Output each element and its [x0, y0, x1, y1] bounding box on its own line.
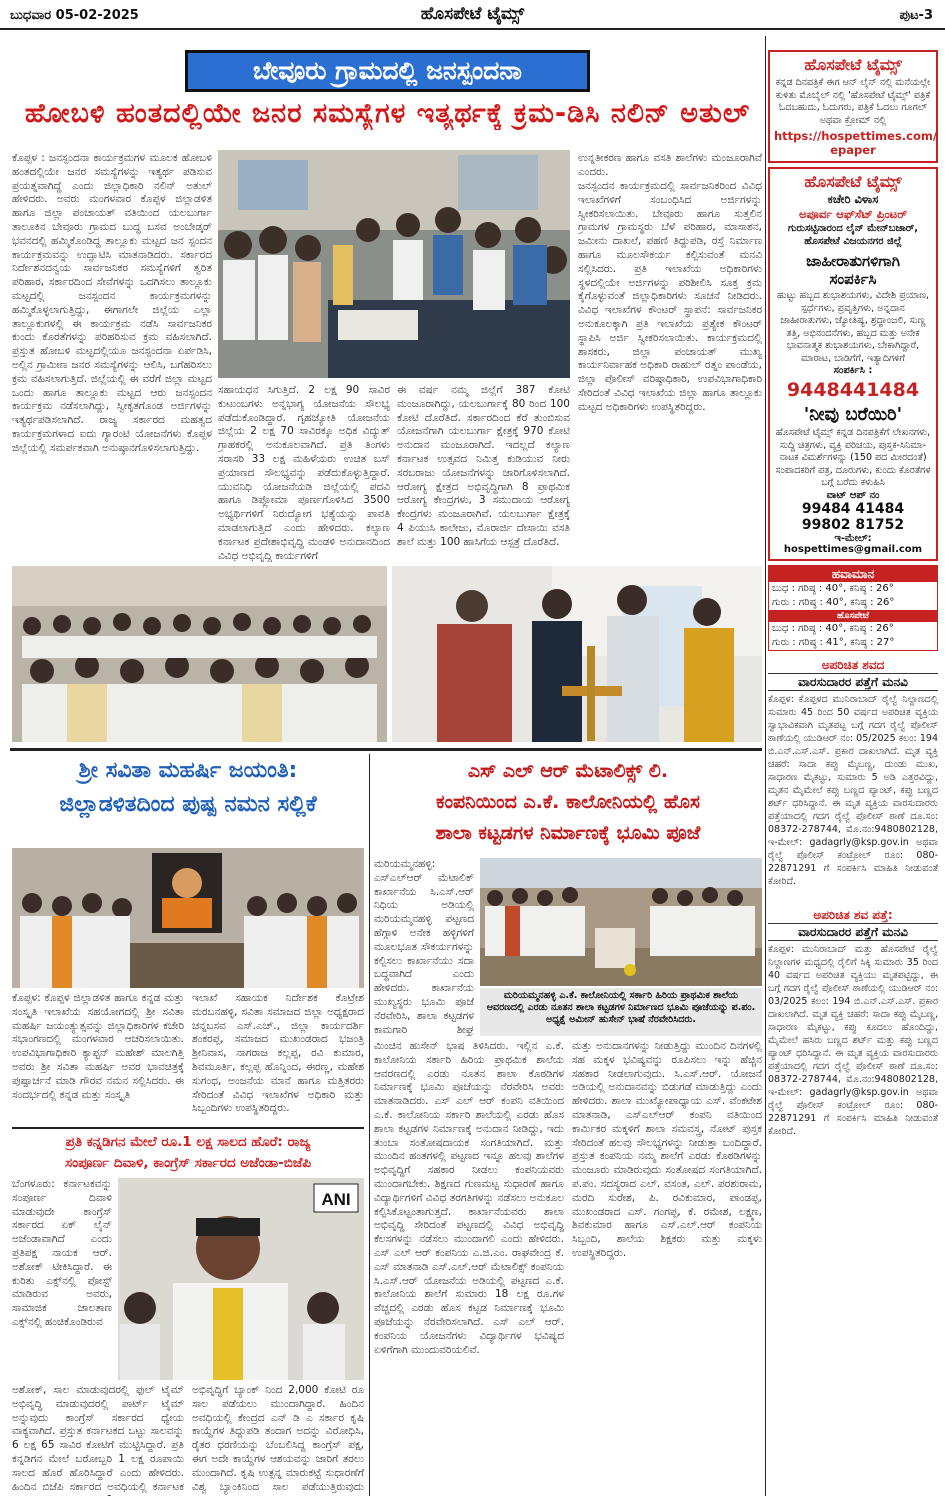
lead-column-1: ಕೊಪ್ಪಳ : ಜನಸ್ಪಂದನಾ ಕಾರ್ಯಕ್ರಮಗಳ ಮೂಲಕ ಹೋಬಳಿ ಹಂತದಲ್ಲಿಯೇ ಜನರ ಸಮಸ್ಯೆಗಳನ್ನು ಇತ್ಯರ್ಥ ಪಡಿಸುವ ಪ್ರಯತ್ನವಾಗಿದ್ದೆ ಎಂದು ಜಿಲ್ಲಾಧಿಕಾರಿ ನಲಿನ್ ಅತುಲ್ ಹೇಳಿದರು. ಅವರು ಮಂಗಳವಾರ ಕೊಪ್ಪಳ ಜಿಲ್ಲಾಡಳಿತ ಹಾಗೂ ಜಿಲ್ಲಾ ಪಂಚಾಯತ್ ವತಿಯಿಂದ ಯಲಬುರ್ಗಾ ತಾಲೂಕಿನ ಬೇವೂರು ಗ್ರಾಮದ ಬುದ್ಧ ಬಸವ ಅಂಬೇಡ್ಕರ್ ಭವನದಲ್ಲಿ ಹಮ್ಮಿಕೊಂಡಿದ್ದ ತಾಲ್ಲೂಕು ಮಟ್ಟದ ಜನ ಸ್ಪಂದನ ಕಾರ್ಯಕ್ರಮವನ್ನು ಉದ್ಘಾಟಿಸಿ ಮಾತನಾಡಿದರು. ಸರ್ಕಾರದ ನಿರ್ದೇಶನದನ್ವಯ ಸಾರ್ವಜನಿಕರ ಸಮಸ್ಯೆಗಳಿಗೆ ತ್ವರಿತ ಪರಿಹಾರ, ಸರ್ಕಾರದಿಂದ ಸೇವೆಗಳನ್ನು ಒದಗಿಸಲು ತಾಲ್ಲೂಕು ಮಟ್ಟದಲ್ಲಿ ಜನಸ್ಪಂದನ ಕಾರ್ಯಕ್ರಮಗಳನ್ನು ಹಮ್ಮಿಕೊಳ್ಳಲಾಗುತ್ತಿದ್ದು, ಈಗಾಗಲೇ ಜಿಲ್ಲೆಯ ಎಲ್ಲಾ ತಾಲ್ಲೂಕುಗಳಲ್ಲಿ ಈ ಕಾರ್ಯಕ್ರಮ ನಡೆಸಿ ಸಾರ್ವಜನಿಕರ ಕುಂದು ಕೊರತೆಗಳನ್ನು ಪರಿಹರಿಸುವ ಕ್ರಮ ವಹಿಸಲಾಗಿದೆ. ಪ್ರಸ್ತುತ ಹೋಬಳಿ ಮಟ್ಟದಲ್ಲಿಯೂ ಜನಸ್ಪಂದನಾ ಏರ್ಪಡಿಸಿ, ಅಲ್ಲಿನ ಗ್ರಾಮೀಣ ಜನರ ಸಮಸ್ಯೆಗಳನ್ನು ಆಲಿಸಿ, ಬಗೆಹರಿಸಲು ಕ್ರಮ ವಹಿಸಲಾಗುತ್ತಿದೆ. ಜಿಲ್ಲೆಯಲ್ಲಿ ಈ ವರೆಗೆ ಜಿಲ್ಲಾ ಮಟ್ಟದ ಒಂದು ಹಾಗೂ ತಾಲ್ಲೂಕು ಮಟ್ಟದ ಆರು ಜನಸ್ಪಂದನ ಕಾರ್ಯಕ್ರಮ ನಡೆಸಲಾಗಿದ್ದು, ಸ್ವೀಕೃತಗೊಂಡ ಅರ್ಜಿಗಳನ್ನು ಇತ್ಯರ್ಥಪಡಿಸಲಾಗಿದೆ. ರಾಜ್ಯ ಸರ್ಕಾರದ ಮಹತ್ವದ ಕಾರ್ಯಕ್ರಮಗಳಾದ ಐದು ಗ್ಯಾರಂಟಿ ಯೋಜನೆಗಳು ಕೊಪ್ಪಳ ಜಿಲ್ಲೆಯಲ್ಲಿ ಸಮರ್ಪಕವಾಗಿ ಅನುಷ್ಠಾನಗೊಳಿಸಲಾಗುತ್ತಿದ್ದು.: [12, 152, 212, 454]
savita-photo: [12, 848, 364, 988]
issue-date: ಬುಧವಾರ 05-02-2025: [10, 8, 139, 23]
slr-column-2: ಮತ್ತು ಅನುದಾನಗಳನ್ನು ನೀಡುತ್ತಿದ್ದು ಮುಂದಿನ ದಿನಗಳಲ್ಲಿ ಸಹ ಮಕ್ಕಳ ಭವಿಷ್ಯವನ್ನು ರೂಪಿಸಲು ಇನ್ನು ಹೆಚ್ಚಿನ ಸಹಕಾರ ನೀಡಲಾಗುವುದು. ಸಿ.ಎಸ್.ಆರ್. ಯೋಜನೆ ಅಡಿಯಲ್ಲಿ ಅನುದಾನವನ್ನು ಬಿಡುಗಡೆ ಮಾಡುತ್ತಿದ್ದು ಎಂದು ಹೇಳಿದರು. ಶಾಲಾ ಮುಖ್ಯೋಪಾಧ್ಯಾಯ ಎಸ್. ವೆಂಕಟೇಶ ಮಾತನಾಡಿ, ಎಸ್ಎಲ್ಆರ್ ಕಂಪನಿ ವತಿಯಿಂದ ಕಾರ್ಮಿಕರ ಮಕ್ಕಳಿಗೆ ಶಾಲಾ ಸಮವಸ್ತ್ರ, ನೋಟ್ ಪುಸ್ತಕ ಸೇರಿದಂತೆ ಹಲವು ಸೌಲಭ್ಯಗಳನ್ನು ನೀಡುತ್ತಾ ಬಂದಿದ್ದಾರೆ. ಪ್ರಸ್ತುತ ಕಂಪನಿಯ ನಮ್ಮ ಶಾಲೆಗೆ ಎರಡು ಕೊಠಡಿಗಳನ್ನು ಮಂಜೂರು ಮಾಡಿರುವುದು ಸಂತೋಷದ ಸಂಗತಿಯಾಗಿದೆ. ಪ.ಪಂ. ಸದಸ್ಯರಾದ ಎಲ್. ವಸಂತ, ಎಲ್. ಪರಶುರಾಮ, ಮರದಿ ಸುರೇಶ, ಪಿ. ರವಿಕುಮಾರ, ಪಾಂಡಪ್ಪ, ಮುಖಂಡರಾದ ಎಸ್. ಗಂಗಪ್ಪ, ಕೆ. ರಮೇಶ, ಲಕ್ಷ್ಮಣ, ಶಿವಕುಮಾರ ಹಾಗೂ ಎಸ್.ಎಲ್.ಆರ್ ಕಂಪನಿಯ ಸಿಬ್ಬಂದಿ, ಶಾಲೆಯ ಶಿಕ್ಷಕರು ಮತ್ತು ಮಕ್ಕಳು ಉಪಸ್ಥಿತರಿದ್ದರು.: [572, 1040, 762, 1259]
bjp-divider: [12, 1127, 364, 1129]
lead-photo-lamp-lighting: [392, 566, 762, 742]
slr-photo-bhoomi-pooja: [480, 858, 762, 986]
savita-column-2: ಇಲಾಖೆ ಸಹಾಯಕ ನಿರ್ದೇಶಕ ಕೊಟ್ರೇಶ ಮರಬನಹಳ್ಳಿ, ಸವಿತಾ ಸಮಾಜದ ಜಿಲ್ಲಾ ಅಧ್ಯಕ್ಷರಾದ ಚನ್ನಬಸವ ಎಸ್.ಎಚ್., ಜಿಲ್ಲಾ ಕಾರ್ಯದರ್ಶಿ ಶಂಕರಪ್ಪ, ಸಮಾಜದ ಮುಖಂಡರಾದ ಭಜಂತ್ರಿ ಶ್ರೀನಿವಾಸ, ನಾಗರಾಜ ಕಲ್ಲಪ್ಪ, ರವಿ ಕುಮಾರ, ಶಿವಮೂರ್ತಿ, ಕಲ್ಲಪ್ಪ ಹೊನ್ನಿಂದ, ಈರಣ್ಣ, ಮಹೇಶ ಸುಗಂಧ, ಅಂಜನೆಯ ಮಾನೆ ಹಾಗೂ ಮತ್ತಿತರರು ಸೇರಿದಂತೆ ವಿವಿಧ ಇಲಾಖೆಗಳ ಅಧಿಕಾರಿ ಮತ್ತು ಸಿಬ್ಬಂದಿಗಳು ಉಪಸ್ಥಿತರಿದ್ದರು.: [192, 992, 364, 1115]
lead-photo-audience: [12, 566, 387, 742]
bjp-column-1: ಅಶೋಕ್, ಸಾಲ ಮಾಡುವುದರಲ್ಲಿ ಫುಲ್ ಟೈಮ್ ಅಭಿವೃದ್ಧಿ ಮಾಡುವುದರಲ್ಲಿ ಪಾರ್ಟ್ ಟೈಮ್ ಅನ್ನುವುದು ಕಾಂಗ್ರೆಸ್ ಸರ್ಕಾರದ ಧ್ಯೇಯ ವಾಕ್ಯವಾಗಿದೆ. ಪ್ರಸ್ತುತ ಕರ್ನಾಟಕದ ಒಟ್ಟು ಸಾಲವನ್ನು 6 ಲಕ್ಷ 65 ಸಾವಿರ ಕೋಟಿಗೆ ಮುಟ್ಟಿಸಿದ್ದಾರೆ. ಪ್ರತಿ ಕನ್ನಡಿಗನ ಮೇಲೆ ಬರೋಬ್ಬರಿ 1 ಲಕ್ಷ ರೂಪಾಯಿ ಸಾಲದ ಹೊರೆ ಹೊರಿಸಿದ್ದಾರೆ ಎಂದು ಹೇಳಿದರು. ಹಿಂದಿನ ಬಿಜೆಪಿ ಸರ್ಕಾರದ ಅವಧಿಯಲ್ಲಿ ಕರ್ನಾಟಕ: [12, 1384, 184, 1493]
whatsapp-phone-2[interactable]: 99802 81752: [801, 516, 905, 533]
savita-headline: [12, 756, 364, 820]
weather-row-1: ಬುಧ : ಗರಿಷ್ಠ : 40°, ಕನಿಷ್ಠ : 26°: [772, 582, 894, 594]
lead-column-4: ಜನಸ್ಪಂದನ ಕಾರ್ಯಕ್ರಮದಲ್ಲಿ ಸಾರ್ವಜನಿಕರಿಂದ ವಿವಿಧ ಇಲಾಖೆಗಳಿಗೆ ಸಂಬಂಧಿಸಿದ ಅರ್ಜಿಗಳನ್ನು ಸ್ವೀಕರಿಸಲಾಯಿತು. ಬೇವೂರು ಹಾಗೂ ಸುತ್ತಲಿನ ಗ್ರಾಮಗಳ ಗ್ರಾಮಸ್ಥರು ಬೆಳೆ ಪರಿಹಾರ, ಮಾಸಾಶನ, ಜಮೀನು ದಾಖಲೆ, ಪಹಣಿ ತಿದ್ದುಪಡಿ, ರಸ್ತೆ ನಿರ್ಮಾಣ ಹಾಗೂ ಮೂಲಸೌಕರ್ಯ ಕಲ್ಪಿಸುವಂತೆ ಮನವಿ ಸಲ್ಲಿಸಿದರು. ಪ್ರತಿ ಇಲಾಖೆಯ ಅಧಿಕಾರಿಗಳು ಸ್ಥಳದಲ್ಲಿಯೇ ಅರ್ಜಿಗಳನ್ನು ಪರಿಶೀಲಿಸಿ ಸೂಕ್ತ ಕ್ರಮ ಕೈಗೊಳ್ಳುವಂತೆ ಜಿಲ್ಲಾಧಿಕಾರಿಗಳು ಸೂಚನೆ ನೀಡಿದರು. ವಿವಿಧ ಇಲಾಖೆಗಳ ಕೌಂಟರ್ ಸ್ಥಾಪನೆ: ಸಾರ್ವಜನಿಕರ ಅನುಕೂಲಕ್ಕಾಗಿ ಪ್ರತಿ ಇಲಾಖೆಯ ಪ್ರತ್ಯೇಕ ಕೌಂಟರ್ ಸ್ಥಾಪಿಸಿ ಅರ್ಜಿ ಸ್ವೀಕರಿಸಲಾಯಿತು. ಕಾರ್ಯಕ್ರಮದಲ್ಲಿ ಶಾಸಕರು, ಜಿಲ್ಲಾ ಪಂಚಾಯತ್ ಮುಖ್ಯ ಕಾರ್ಯನಿರ್ವಾಹಕ ಅಧಿಕಾರಿ ರಾಹುಲ್ ರತ್ನಂ ಪಾಂಡೆಯ, ಜಿಲ್ಲಾ ಪೊಲೀಸ್ ವರಿಷ್ಠಾಧಿಕಾರಿ, ಉಪವಿಭಾಗಾಧಿಕಾರಿ ಸೇರಿದಂತೆ ವಿವಿಧ ಇಲಾಖೆಯ ಜಿಲ್ಲಾ ಹಾಗೂ ತಾಲ್ಲೂಕು ಮಟ್ಟದ ಅಧಿಕಾರಿಗಳು ಉಪಸ್ಥಿತರಿದ್ದರು.: [578, 180, 762, 413]
epaper-box: [768, 50, 938, 163]
ads-contact: ಸಂಪರ್ಕಿಸಿ: [829, 270, 877, 288]
bjp-photo-ashok: [118, 1178, 364, 1380]
notice-2-title-2: ವಾರಸುದಾರರ ಪತ್ತೆಗೆ ಮನವಿ: [768, 923, 938, 941]
ads-contact-2: ಸಂಪರ್ಕಿಸಿ :: [833, 365, 873, 376]
slr-photo-caption: ಮರಿಯಮ್ಮನಹಳ್ಳಿ ಎ.ಕೆ. ಕಾಲೋನಿಯಲ್ಲಿ ಸರ್ಕಾರಿ ಹಿರಿಯ ಪ್ರಾಥಮಿಕ ಶಾಲೆಯ ಆವರಣದಲ್ಲಿ ಎರಡು ನೂತನ ಶಾಲಾ ಕಟ್ಟಡಗಳ ನಿರ್ಮಾಣದ ಭೂಮಿ ಪೂಜೆಯನ್ನು ಪ.ಪಂ. ಅಧ್ಯಕ್ಷೆ ಅಮೀನ್ ಹುಸೇನ್ ಭಾಷೆ ನೆರವೇರಿಸಿದರು.: [480, 988, 762, 1036]
bjp-title-1: ಪ್ರತಿ ಕನ್ನಡಿಗನ ಮೇಲೆ ರೂ.1 ಲಕ್ಷ ಸಾಲದ ಹೊರೆ: ರಾಜ್ಯ: [65, 1134, 311, 1150]
website-link[interactable]: https://hospettimes.com/: [774, 129, 938, 143]
bjp-headline: [12, 1132, 364, 1174]
ani-watermark: ANI: [321, 1190, 351, 1209]
weather-row-2: ಗುರು : ಗರಿಷ್ಠ : 40°, ಕನಿಷ್ಠ : 26°: [772, 596, 895, 608]
notice-2-heading: [768, 907, 938, 941]
write-text: ಹೊಸಪೇಟೆ ಟೈಮ್ಸ್ ಕನ್ನಡ ದಿನಪತ್ರಿಕೆಗೆ ಲೇಖನಗಳು, ಸುದ್ದಿ ಚಿತ್ರಗಳು, ವ್ಯಕ್ತಿ ಪರಿಚಯ, ಪುಸ್ತಕ-ಸಿನಿಮಾ-ನಾಟಕ ವಿಮರ್ಶೆಗಳನ್ನು (150 ಪದ ಮೀರದಂತೆ) ಸಂಪಾದಕರಿಗೆ ಪತ್ರ, ದೂರುಗಳು, ಕುಂದು ಕೊರತೆಗಳ ಬಗ್ಗೆ ಬರೆದು ಕಳುಹಿಸಿ: [775, 427, 931, 488]
savita-title-1: ಶ್ರೀ ಸವಿತಾ ಮಹರ್ಷಿ ಜಯಂತಿ:: [78, 758, 298, 783]
press-name: ಅಪೂರ್ವ ಆಫ್‌ಸೆಟ್ ಪ್ರಿಂಟರ್: [798, 207, 908, 221]
notice-1-text: ಕೊಪ್ಪಳ: ಕೊಪ್ಪಳದ ಮುನಿರಾಬಾದ್ ರೈಲ್ವೆ ನಿಲ್ದಾಣದಲ್ಲಿ ಸುಮಾರು 45 ರಿಂದ 50 ವರ್ಷದ ಅಪರಿಚಿತ ವ್ಯಕ್ತಿಯ ಸ್ವಾಭಾವಿಕವಾಗಿ ಮೃತಪಟ್ಟ ಬಗ್ಗೆ ಗದಗ ರೈಲ್ವೆ ಪೊಲೀಸ್ ಠಾಣೆಯಲ್ಲಿ ಯುಡಿಆರ್ ನಂ: 05/2025 ಕಲಂ: 194 ಬಿ.ಎನ್.ಎಸ್.ಎಸ್. ಪ್ರಕಾರ ದಾಖಲಾಗಿದೆ. ಮೃತ ವ್ಯಕ್ತಿ ಚಹರೆ: ಸಾದಾ ಕಪ್ಪು ಮೈಬಣ್ಣ, ದುಂಡು ಮುಖ, ಸಾಧಾರಣ ಮೈಕಟ್ಟು, ಸುಮಾರು 5 ಅಡಿ ಎತ್ತರವಿದ್ದು, ಮೃತನ ಮೈಮೇಲೆ ಕಪ್ಪು ಬಣ್ಣದ ಪ್ಯಾಂಟ್, ಕಪ್ಪು ಬಣ್ಣದ ಶರ್ಟ್ ಧರಿಸಿದ್ದಾನೆ. ಈ ಮೃತ ವ್ಯಕ್ತಿಯ ವಾರಸುದಾರರು ಪತ್ತೆಯಾದಲ್ಲಿ ಗದಗ ರೈಲ್ವೆ ಪೊಲೀಸ್ ಠಾಣೆ ದೂ.ಸಂ: 08372-278744, ಮೊ.ನಂ:9480802128, ಇ-ಮೇಲ್: gadagrly@ksp.gov.in ಅಥವಾ ರೈಲ್ವೆ ಪೊಲೀಸ್ ಕಂಟ್ರೋಲ್ ರೂಂ: 080-22871291 ಗೆ ಸಂಪರ್ಕಿಸಿ ಮಾಹಿತಿ ನೀಡುವಂತೆ ಕೋರಿದೆ.: [768, 693, 938, 887]
notice-1-title-1: ಅಪರಿಚಿತ ಶವದ: [821, 657, 885, 672]
lead-banner: ಬೇವೂರು ಗ್ರಾಮದಲ್ಲಿ ಜನಸ್ಪಂದನಾ: [185, 50, 590, 92]
lead-photo-meeting: [218, 150, 570, 378]
column-rule: [369, 754, 370, 1496]
savita-column-1: ಕೊಪ್ಪಳ: ಕೊಪ್ಪಳ ಜಿಲ್ಲಾಡಳಿತ ಹಾಗೂ ಕನ್ನಡ ಮತ್ತು ಸಂಸ್ಕೃತಿ ಇಲಾಖೆಯ ಸಹಯೋಗದಲ್ಲಿ ಶ್ರೀ ಸವಿತಾ ಮಹರ್ಷಿ ಜಯಂತ್ಯುತ್ಸವನ್ನು ಜಿಲ್ಲಾಧಿಕಾರಿಗಳ ಕಚೇರಿ ಸಭಾಂಗಣದಲ್ಲಿ ಮಂಗಳವಾರ ಆಚರಿಸಲಾಯಿತು. ಉಪವಿಭಾಗಾಧಿಕಾರಿ ಕ್ಯಾಪ್ಟನ್ ಮಹೇಶ್ ಮಾಲಗಿತ್ತಿ ಅವರು ಶ್ರೀ ಸವಿತಾ ಮಹರ್ಷಿ ಅವರ ಭಾವಚಿತ್ರಕ್ಕೆ ಪುಷ್ಪಾರ್ಚನೆ ಮಾಡಿ ಗೌರವ ನಮನ ಸಲ್ಲಿಸಿದರು. ಈ ಸಂದರ್ಭದಲ್ಲಿ ಕನ್ನಡ ಮತ್ತು ಸಂಸ್ಕೃತಿ: [12, 992, 184, 1101]
whatsapp-label: ವಾಟ್ ಆಪ್ ನಂ: [826, 489, 880, 501]
ads-title: ಜಾಹೀರಾತುಗಳಿಗಾಗಿ: [806, 252, 900, 270]
lead-column-4-top: ಉನ್ನತೀಕರಣ ಹಾಗೂ ವಸತಿ ಶಾಲೆಗಳು ಮಂಜೂರಾಗಿವೆ ಎಂದರು.: [578, 152, 762, 178]
weather-title: ಹವಾಮಾನ: [769, 566, 937, 582]
lead-column-3: ಈ ವರ್ಷ ನಮ್ಮ ಜಿಲ್ಲೆಗೆ 387 ಕೋಟಿ ಮಂಜೂರಾಗಿದ್ದು, ಯಲಬುರ್ಗಾಕ್ಕೆ 80 ರಿಂದ 100 ಕೋಟಿ ದೊರೆತಿದೆ. ಸರ್ಕಾರದಿಂದ ಕೆರೆ ತುಂಬಿಸುವ ಯೋಜನೆಗಾಗಿ ಯಲಬುರ್ಗಾ ಕ್ಷೇತ್ರಕ್ಕೆ 970 ಕೋಟಿ ಅನುದಾನ ಮಂಜೂರಾಗಿದೆ. ಇದಲ್ಲದೆ ಕಲ್ಯಾಣ ಕರ್ನಾಟಕ ಉತ್ಸವದ ನಿಮಿತ್ತ ಕುಡಿಯುವ ನೀರು ಸರಬರಾಜು ಯೋಜನೆಗಳನ್ನು ಜಾರಿಗೊಳಿಸಲಾಗಿದೆ. ಆರೋಗ್ಯ ಕ್ಷೇತ್ರದ ಅಭಿವೃದ್ಧಿಗಾಗಿ 8 ಪ್ರಾಥಮಿಕ ಆರೋಗ್ಯ ಕೇಂದ್ರಗಳು, 3 ಸಮುದಾಯ ಆರೋಗ್ಯ ಕೇಂದ್ರಗಳು ಮಂಜೂರಾಗಿವೆ. ಯಲಬುರ್ಗಾ ಕ್ಷೇತ್ರಕ್ಕೆ 4 ಪಿಯುಸಿ ಕಾಲೇಜು, ಮೊರಾರ್ಜಿ ದೇಸಾಯಿ ವಸತಿ ಶಾಲೆ ಮತ್ತು 100 ಹಾಸಿಗೆಯ ಆಸ್ಪತ್ರೆ ದೊರೆತಿದೆ.: [397, 384, 570, 548]
sidebar-rule: [765, 36, 766, 1496]
weather-row-4: ಗುರು : ಗರಿಷ್ಠ : 41°, ಕನಿಷ್ಠ : 27°: [772, 636, 895, 648]
epaper-text: ಕನ್ನಡ ದಿನಪತ್ರಿಕೆ ಈಗ ಆನ್ ಲೈನ್ ನಲ್ಲಿ ಮನೆಯಲ್ಲೇ ಕುಳಿತು ಮೊಬೈಲ್ ನಲ್ಲಿ 'ಹೊಸಪೇಟೆ ಟೈಮ್ಸ್' ಪತ್ರಿಕೆ ಓದಬಹುದು, ಓದುಗರು, ಪತ್ರಿಕೆ ಓದಲು ಗೂಗಲ್ ಅಥವಾ ಕ್ರೋಮ್ ನಲ್ಲಿ: [775, 77, 931, 126]
whatsapp-phone-1[interactable]: 99484 41484: [801, 500, 905, 517]
office-label: ಕಚೇರಿ ವಿಳಾಸ: [827, 192, 879, 206]
weather-place: ಹೊಸಪೇಟೆ: [769, 610, 937, 622]
ads-text: ಹುಟ್ಟು ಹಬ್ಬದ ಶುಭಾಶಯಗಳು, ವಿದೇಶಿ ಪ್ರಯಾಣ, ಸ್ಪರ್ಧೆಗಳು, ಪ್ರವೃತ್ತಿಗಳು, ಅನ್ನದಾನ ಜಾಹೀರಾತುಗಳು, ಜ್ಯೋತಿಷ್ಯ, ಶ್ರದ್ಧಾಂಜಲಿ, ಸುಣ್ಣ ತತ್ತಿ, ಅಭಿನಂದನೆಗಳು, ಹಬ್ಬದ ಮತ್ತು ಅನೇಕ ಭಾವನಾತ್ಮಕ ಶುಭಾಶಯಗಳು, ಬೇಕಾಗಿದ್ದಾರೆ, ಮಾರಾಟ, ಬಾಡಿಗೆಗೆ, ಇತ್ಯಾದಿಗಳಿಗೆ: [777, 290, 929, 364]
slr-headline: [374, 756, 762, 849]
epaper-link[interactable]: epaper: [830, 143, 876, 157]
bjp-column-2: ಅಭಿವೃದ್ಧಿಗೆ ಬ್ಯಾಂಕ್ ನಿಂದ 2,000 ಕೋಟಿ ರೂ ಸಾಲ ಪಡೆಯಲು ಮುಂದಾಗಿದ್ದಾರೆ. ಹಿಂದಿನ ಅವಧಿಯಲ್ಲಿ ಕೇಂದ್ರದ ಎನ್ ಡಿ ಎ ಸರ್ಕಾರ ಕೃಷಿ ಕಾಯ್ದೆಗಳ ತಿದ್ದುಪಡಿ ತಂದಾಗ ಅದನ್ನು ವಿರೋಧಿಸಿ, ರೈತರ ಧರಣಿಯನ್ನು ಬೆಂಬಲಿಸಿದ್ದ ಕಾಂಗ್ರೆಸ್ ಪಕ್ಷ, ಈಗ ಅದೇ ಕಾಯ್ದೆಗಳ ಆಶಯವನ್ನು ಜಾರಿಗೆ ತರಲು ಮುಂದಾಗಿದೆ. ಕೃಷಿ ಉತ್ಪನ್ನ ಮಾರುಕಟ್ಟೆ ಸುಧಾರಣೆಗೆ ವಿಶ್ವ ಬ್ಯಾಂಕಿನಿಂದ ಸಾಲ ಪಡೆಯುತ್ತಿರುವುದು: [192, 1384, 364, 1493]
page-number: ಪುಟ-3: [899, 8, 933, 23]
slr-side-column: ಮರಿಯಮ್ಮನಹಳ್ಳಿ: ಎಸ್ಎಲ್ಆರ್ ಮೆಟಾಲಿಕ್ ಕಾರ್ಖಾನೆಯ ಸಿ.ಎಸ್.ಆರ್ ನಿಧಿಯ ಅಡಿಯಲ್ಲಿ ಮರಿಯಮ್ಮನಹಳ್ಳಿ ಪಟ್ಟಣದ ಹೆಗ್ಗಾಳಿ ಅನೇಕ ಹಳ್ಳಿಗಳಿಗೆ ಮೂಲಭೂತ ಸೌಕರ್ಯಗಳನ್ನು ಕಲ್ಪಿಸಲು ಕಾರ್ಖಾನೆಯು ಸದಾ ಬದ್ಧವಾಗಿದೆ ಎಂದು ಹೇಳಿದರು. ಕಾರ್ಖಾನೆಯ ಮುಖ್ಯಸ್ಥರು ಭೂಮಿ ಪೂಜೆ ನೆರವೇರಿಸಿ, ಶಾಲಾ ಕಟ್ಟಡಗಳ ಕಾಮಗಾರಿ ಶೀಘ್ರ: [374, 858, 474, 1036]
masthead-title: ಹೊಸಪೇಟೆ ಟೈಮ್ಸ್: [420, 4, 525, 24]
weather-row-3: ಬುಧ : ಗರಿಷ್ಠ : 40°, ಕನಿಷ್ಠ : 26°: [772, 622, 894, 634]
notice-1-heading: [768, 657, 938, 691]
bjp-column-intro: ಬೆಂಗಳೂರು: ಕರ್ನಾಟಕವನ್ನು ಸಂಪೂರ್ಣ ದಿವಾಳಿ ಮಾಡುವುದೇ ಕಾಂಗ್ರೆಸ್ ಸರ್ಕಾರದ ಏಕ್ ಲೈನ್ ಅಜೆಂಡಾವಾಗಿದೆ ಎಂದು ಪ್ರತಿಪಕ್ಷ ನಾಯಕ ಆರ್. ಅಶೋಕ್ ಟೀಕಿಸಿದ್ದಾರೆ. ಈ ಕುರಿತು ಎಕ್ಸ್‌ನಲ್ಲಿ ಪೋಸ್ಟ್ ಮಾಡಿರುವ ಅವರು, ಸಾಮಾಜಿಕ ಜಾಲತಾಣ ಎಕ್ಸ್‌ನಲ್ಲಿ ಹಂಚಿಕೊಂಡಿರುವ: [12, 1178, 112, 1328]
notice-2-title-1: ಅಪರಿಚಿತ ಶವ ಪತ್ತೆ:: [813, 907, 893, 922]
lead-column-2: ಸಹಾಯಧನ ಸಿಗುತ್ತಿದೆ. 2 ಲಕ್ಷ 90 ಸಾವಿರ ಕುಟುಂಬಗಳು ಅನ್ನಭಾಗ್ಯ ಯೋಜನೆಯ ಸೌಲಭ್ಯ ಪಡೆದುಕೊಂಡಿದ್ದಾರೆ. ಗೃಹಜ್ಯೋತಿ ಯೋಜನೆಯ ಜಿಲ್ಲೆಯ 2 ಲಕ್ಷ 70 ಸಾವಿರಕ್ಕೂ ಅಧಿಕ ವಿದ್ಯುತ್ ಗ್ರಾಹಕರಲ್ಲಿ ಅನುಕೂಲವಾಗಿದೆ. ಪ್ರತಿ ತಿಂಗಳು ಸರಾಸರಿ 33 ಲಕ್ಷ ಮಹಿಳೆಯರು ಉಚಿತ ಬಸ್ ಪ್ರಯಾಣದ ಸೌಲಭ್ಯವನ್ನು ಪಡೆದುಕೊಳ್ಳುತ್ತಿದ್ದಾರೆ. ಯುವನಿಧಿ ಯೋಜನೆಯಡಿ ಜಿಲ್ಲೆಯಲ್ಲಿ ಪದವಿ ಹಾಗೂ ಡಿಪ್ಲೋಮಾ ಪೂರ್ಣಗೊಳಿಸಿದ 3500 ಅಭ್ಯರ್ಥಿಗಳಿಗೆ ನಿರುದ್ಯೋಗ ಭತ್ಯೆಯನ್ನು ಪಾವತಿ ಮಾಡಲಾಗುತ್ತಿದೆ ಎಂದು ಹೇಳಿದರು. ಕಲ್ಯಾಣ ಕರ್ನಾಟಕ ಪ್ರದೇಶಾಭಿವೃದ್ಧಿ ಮಂಡಳಿ ಅನುದಾನದಿಂದ ವಿವಿಧ ಅಭಿವೃದ್ಧಿ ಕಾರ್ಯಗಳಿಗೆ: [218, 384, 390, 562]
page-header: [0, 0, 945, 30]
lead-headline: ಹೋಬಳಿ ಹಂತದಲ್ಲಿಯೇ ಜನರ ಸಮಸ್ಯೆಗಳ ಇತ್ಯರ್ಥಕ್ಕೆ ಕ್ರಮ-ಡಿಸಿ ನಲಿನ್ ಅತುಲ್: [24, 98, 751, 129]
sidebar: [768, 50, 938, 1223]
bjp-title-2: ಸಂಪೂರ್ಣ ದಿವಾಳಿ, ಕಾಂಗ್ರೆಸ್ ಸರ್ಕಾರದ ಅಜೆಂಡಾ-ಬಿಜೆಪಿ: [64, 1155, 312, 1171]
slr-title-3: ಶಾಲಾ ಕಟ್ಟಡಗಳ ನಿರ್ಮಾಣಕ್ಕೆ ಭೂಮಿ ಪೂಜೆ: [435, 822, 701, 844]
sidebar-logo-2: ಹೊಸಪೇಟೆ ಟೈಮ್ಸ್: [804, 172, 902, 191]
slr-title-2: ಕಂಪನಿಯಿಂದ ಎ.ಕೆ. ಕಾಲೋನಿಯಲ್ಲಿ ಹೊಸ: [436, 791, 700, 813]
slr-column-1: ಮಿಂಚಿನ ಹುಸೇನ್ ಭಾಷ ತಿಳಿಸಿದರು. ಇಲ್ಲಿನ ಎ.ಕೆ. ಕಾಲೋನಿಯ ಸರ್ಕಾರಿ ಹಿರಿಯ ಪ್ರಾಥಮಿಕ ಶಾಲೆಯ ಆವರಣದಲ್ಲಿ ಎರಡು ನೂತನ ಶಾಲಾ ಕೊಠಡಿಗಳ ನಿರ್ಮಾಣಕ್ಕೆ ಭೂಮಿ ಪೂಜೆಯನ್ನು ನೆರವೇರಿಸಿ ಅವರು ಮಾತನಾಡಿದರು. ಎಸ್ ಎಲ್ ಆರ್ ಕಂಪನಿ ವತಿಯಿಂದ ಎ.ಕೆ. ಕಾಲೋನಿಯ ಸರ್ಕಾರಿ ಶಾಲೆಯಲ್ಲಿ ಎರಡು ಹೊಸ ಶಾಲಾ ಕಟ್ಟಡಗಳ ನಿರ್ಮಾಣಕ್ಕೆ ಅನುದಾನ ನೀಡಿದ್ದು, ಇದು ತುಂಬಾ ಸಂತೋಷದಾಯಕ ಸಂಗತಿಯಾಗಿದೆ. ಮತ್ತು ಮುಂದಿನ ಹಂತಗಳಲ್ಲಿ ಪಟ್ಟಣದ ಇನ್ನೂ ಹಲವು ಶಾಲೆಗಳ ಅಭಿವೃದ್ಧಿಗೆ ಸಹಕಾರ ನೀಡಲು ಕಂಪನಿಯವರು ಮುಂದಾಗಬೇಕು. ಶಿಕ್ಷಣದ ಗುಣಮಟ್ಟ ಸುಧಾರಣೆ ಹಾಗೂ ವಿದ್ಯಾರ್ಥಿಗಳಿಗೆ ವಿವಿಧ ತರಗತಿಗಳನ್ನು ನಡೆಸಲು ಅನುಕೂಲ ಕಲ್ಪಿಸಿಕೊಟ್ಟಂತಾಗುತ್ತದೆ. ಕಾರ್ಖಾನೆಯವರು ಶಾಲಾ ಅಭಿವೃದ್ಧಿ ಸೇರಿದಂತೆ ಪಟ್ಟಣದಲ್ಲಿ ವಿವಿಧ ಅಭಿವೃದ್ಧಿ ಕೆಲಸಗಳನ್ನು ನಡೆಸಲು ಮುಂದಾಗಲಿ ಎಂದು ಹೇಳಿದರು. ಎಸ್ ಎಲ್ ಆರ್ ಕಂಪನಿಯ ಎ.ಜಿ.ಎಂ. ರಾಘವೇಂದ್ರ ಕೆ. ಎಸ್ ಮಾತನಾಡಿ ಎಸ್.ಎಲ್.ಆರ್ ಮೆಟಾಲಿಕ್ಸ್ ಕಂಪನಿಯ ಸಿ.ಎಸ್.ಆರ್ ಯೋಜನೆಯ ಅಡಿಯಲ್ಲಿ ಪಟ್ಟಣದ ಎ.ಕೆ. ಕಾಲೋನಿಯ ಶಾಲೆಗೆ ಸುಮಾರು 18 ಲಕ್ಷ ರೂ.ಗಳ ವೆಚ್ಚದಲ್ಲಿ ಎರಡು ಹೊಸ ಕಟ್ಟಡ ನಿರ್ಮಾಣಕ್ಕೆ ಭೂಮಿ ಪೂಜೆಯನ್ನು ನೆರವೇರಿಸಲಾಗಿದೆ. ಎಸ್ ಎಲ್ ಆರ್. ಕಂಪನಿಯ ಯೋಜನೆಗಳು ವಿದ್ಯಾರ್ಥಿಗಳ ಭವಿಷ್ಯದ ಏಳಿಗೆಗಾಗಿ ಮುಂದುವರಿಯಲಿವೆ.: [374, 1040, 564, 1356]
office-box: [768, 167, 938, 561]
email-address[interactable]: ಇ-ಮೇಲ್: hospettimes@gmail.com: [783, 532, 923, 555]
weather-box: [768, 565, 938, 651]
sidebar-logo-1: ಹೊಸಪೇಟೆ ಟೈಮ್ಸ್: [804, 55, 902, 74]
ads-phone[interactable]: 9448441484: [786, 379, 920, 401]
notice-1-title-2: ವಾರಸುದಾರರ ಪತ್ತೆಗೆ ಮನವಿ: [768, 673, 938, 691]
slr-title-1: ಎಸ್ ಎಲ್ ಆರ್ ಮೆಟಾಲಿಕ್ಸ್ ಲಿ.: [467, 760, 669, 782]
section-divider: [10, 748, 762, 751]
savita-title-2: ಜಿಲ್ಲಾಡಳಿತದಿಂದ ಪುಷ್ಪ ನಮನ ಸಲ್ಲಿಕೆ: [59, 792, 317, 817]
notice-2-text: ಕೊಪ್ಪಳ: ಮುನಿರಾಬಾದ್ ಮತ್ತು ಹೊಸಪೇಟೆ ರೈಲ್ವೆ ನಿಲ್ದಾಣಗಳ ಮಧ್ಯದಲ್ಲಿ ರೈಲಿಗೆ ಸಿಕ್ಕಿ ಸುಮಾರು 35 ರಿಂದ 40 ವರ್ಷದ ಅಪರಿಚಿತ ವ್ಯಕ್ತಿಯು ಮೃತಪಟ್ಟಿದ್ದು, ಈ ಬಗ್ಗೆ ಗದಗ ರೈಲ್ವೆ ಪೊಲೀಸ್ ಠಾಣೆಯಲ್ಲಿ ಯುಡಿಆರ್ ನಂ: 03/2025 ಕಲಂ: 194 ಬಿ.ಎನ್.ಎಸ್.ಎಸ್. ಪ್ರಕಾರ ದಾಖಲಾಗಿದೆ. ಮೃತ ವ್ಯಕ್ತಿ ಚಹರೆ: ಸಾದಾ ಕಪ್ಪು ಮೈಬಣ್ಣ, ಸಾಧಾರಣ ಮೈಕಟ್ಟು, ಕಪ್ಪು ಕೂದಲು ಹೊಂದಿದ್ದು, ಮೈಮೇಲೆ ಹಸಿರು ಬಣ್ಣದ ಶರ್ಟ್ ಮತ್ತು ಕಪ್ಪು ಬಣ್ಣದ ಪ್ಯಾಂಟ್ ಧರಿಸಿದ್ದಾನೆ. ಈ ಮೃತ ವ್ಯಕ್ತಿಯ ವಾರಸುದಾರರು ಪತ್ತೆಯಾದಲ್ಲಿ ಗದಗ ರೈಲ್ವೆ ಪೊಲೀಸ್ ಠಾಣೆ ದೂ.ಸಂ: 08372-278744, ಮೊ.ನಂ:9480802128, ಇ-ಮೇಲ್: gadagrly@ksp.gov.in ಅಥವಾ ರೈಲ್ವೆ ಪೊಲೀಸ್ ಕಂಟ್ರೋಲ್ ರೂಂ: 080-22871291 ಗೆ ಸಂಪರ್ಕಿಸಿ ಮಾಹಿತಿ ನೀಡುವಂತೆ ಕೋರಿದೆ.: [768, 943, 938, 1137]
write-title: 'ನೀವು ಬರೆಯಿರಿ': [803, 404, 903, 425]
office-address: ಗುರುಸಟ್ಟಿನಾರಂದ ಲೈನ್ ಮೇನ್‌ಬಜಾರ್, ಹೊಸಪೇಟೆ ವಿಜಯನಗರ ಜಿಲ್ಲೆ: [787, 223, 919, 247]
